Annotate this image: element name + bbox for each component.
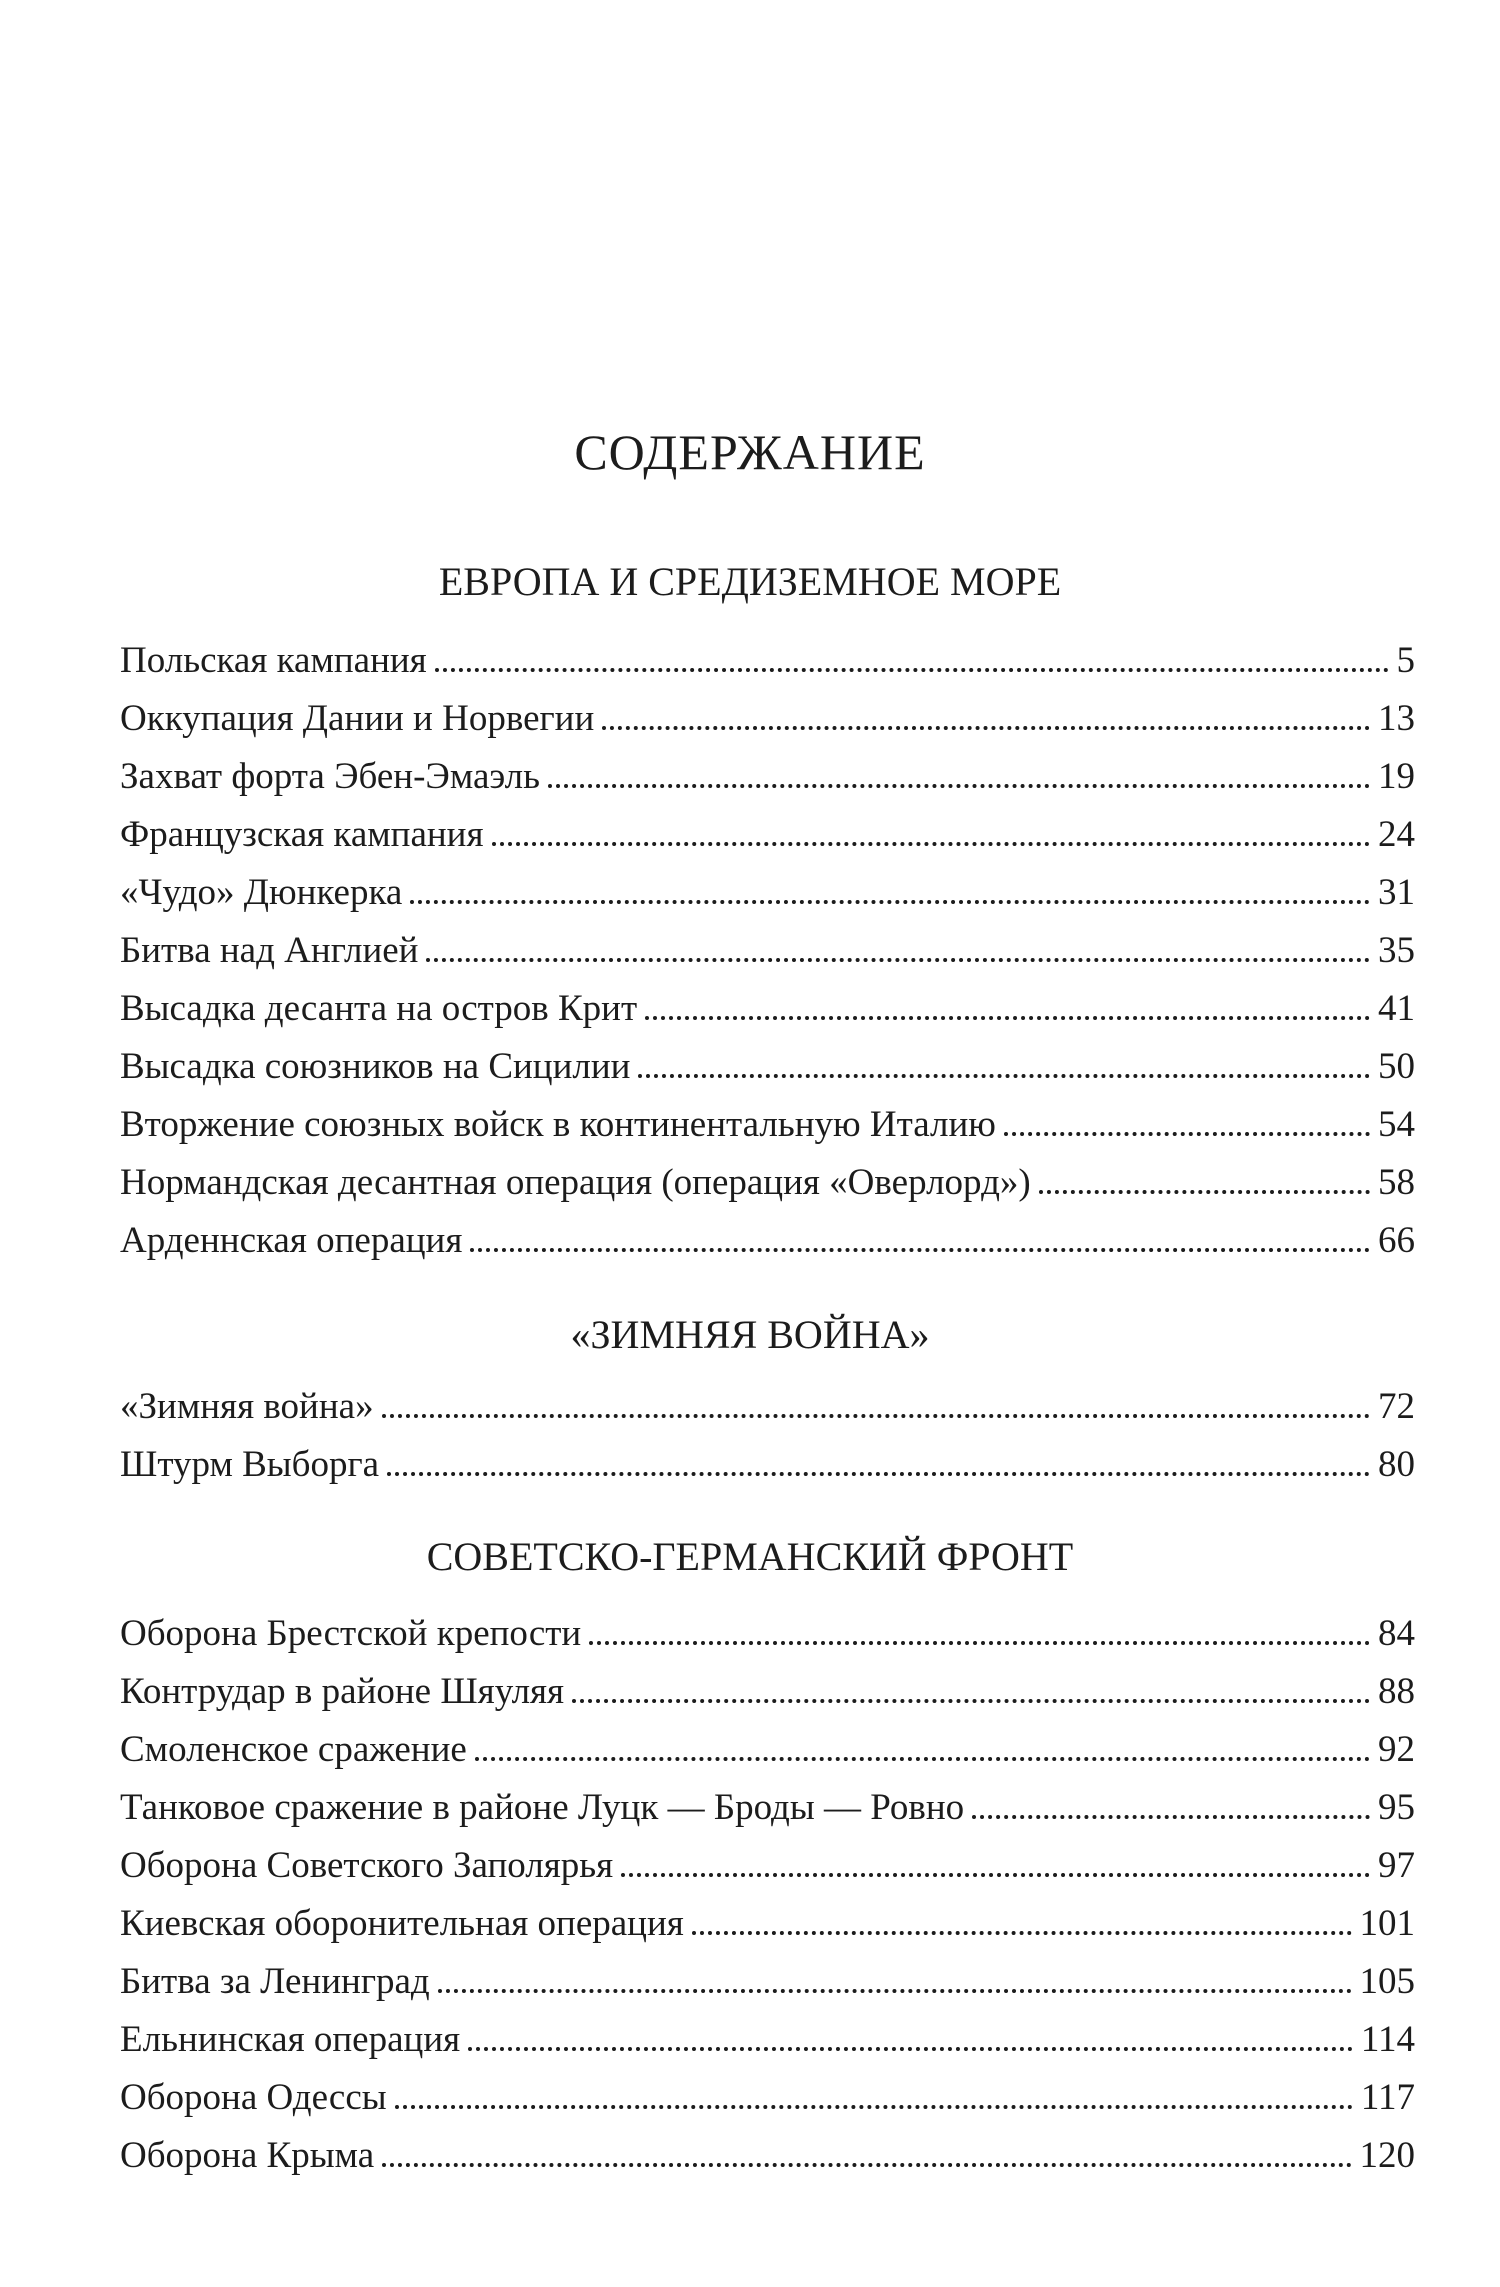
toc-entry-title: Вторжение союзных войск в континентальную Италию [120,1104,996,1145]
dot-leader [645,1016,1370,1020]
toc-entry-page: 19 [1378,756,1415,797]
toc-entry[interactable] [120,2127,1415,2185]
toc-entry-page: 35 [1378,930,1415,971]
toc-entry-title: Битва за Ленинград [120,1961,430,2002]
toc-entry-page: 5 [1396,640,1415,681]
toc-entry-title: Арденнская операция [120,1220,463,1261]
toc-entry[interactable] [120,864,1415,922]
toc-entry-page: 72 [1378,1386,1415,1427]
toc-entry-title: Оккупация Дании и Норвегии [120,698,595,739]
toc-entry[interactable] [120,1154,1415,1212]
toc-entry-title: Битва над Англией [120,930,419,971]
toc-entry[interactable] [120,632,1415,690]
dot-leader [621,1873,1370,1877]
dot-leader [589,1641,1370,1645]
dot-leader [972,1815,1370,1819]
section-heading-eastern-front: СОВЕТСКО-ГЕРМАНСКИЙ ФРОНТ [426,1534,1074,1579]
dot-leader [475,1757,1370,1761]
toc-entry-page: 95 [1378,1787,1415,1828]
dot-leader [435,668,1389,672]
toc-entry-title: Штурм Выборга [120,1444,380,1485]
dot-leader [548,784,1370,788]
toc-entry-page: 24 [1378,814,1415,855]
toc-entry[interactable] [120,2011,1415,2069]
toc-entry[interactable] [120,690,1415,748]
toc-entry-title: Оборона Крыма [120,2135,375,2176]
dot-leader [426,958,1370,962]
toc-entry[interactable] [120,1212,1415,1270]
dot-leader [382,1414,1370,1418]
toc-entry-page: 101 [1359,1903,1415,1944]
toc-entry-page: 50 [1378,1046,1415,1087]
toc-entry-title: Оборона Советского Заполярья [120,1845,614,1886]
toc-entry-page: 41 [1378,988,1415,1029]
toc-entry[interactable] [120,1953,1415,2011]
dot-leader [387,1472,1370,1476]
page-title: СОДЕРЖАНИЕ [574,424,926,480]
toc-entry-title: Киевская оборонительная операция [120,1903,684,1944]
toc-entry[interactable] [120,1436,1415,1494]
toc-entry-title: Контрудар в районе Шяуляя [120,1671,565,1712]
toc-entry[interactable] [120,922,1415,980]
dot-leader [492,842,1371,846]
dot-leader [692,1931,1352,1935]
dot-leader [638,1074,1370,1078]
toc-list-eastern-front [120,1605,1415,2185]
toc-entry[interactable] [120,1378,1415,1436]
toc-entry[interactable] [120,1721,1415,1779]
toc-entry-title: Французская кампания [120,814,484,855]
toc-entry-title: «Зимняя война» [120,1386,374,1427]
toc-entry-page: 54 [1378,1104,1415,1145]
toc-entry-page: 92 [1378,1729,1415,1770]
toc-entry-page: 120 [1359,2135,1415,2176]
toc-entry-page: 84 [1378,1613,1415,1654]
toc-entry-title: «Чудо» Дюнкерка [120,872,403,913]
toc-entry-page: 13 [1378,698,1415,739]
toc-entry[interactable] [120,1605,1415,1663]
dot-leader [602,726,1370,730]
toc-entry-page: 97 [1378,1845,1415,1886]
toc-entry-title: Высадка десанта на остров Крит [120,988,638,1029]
dot-leader [468,2047,1353,2051]
section-heading-winter-war: «ЗИМНЯЯ ВОЙНА» [570,1312,930,1357]
toc-entry[interactable] [120,980,1415,1038]
dot-leader [572,1699,1370,1703]
toc-entry-page: 58 [1378,1162,1415,1203]
toc-entry[interactable] [120,1038,1415,1096]
toc-entry-title: Нормандская десантная операция (операция «Оверлорд») [120,1162,1031,1203]
toc-entry[interactable] [120,806,1415,864]
dot-leader [395,2105,1353,2109]
dot-leader [470,1248,1370,1252]
dot-leader [382,2163,1351,2167]
toc-entry-title: Высадка союзников на Сицилии [120,1046,631,1087]
section-heading-europe: ЕВРОПА И СРЕДИЗЕМНОЕ МОРЕ [438,559,1062,604]
dot-leader [1039,1190,1370,1194]
toc-entry[interactable] [120,748,1415,806]
toc-entry[interactable] [120,2069,1415,2127]
toc-entry-title: Ельнинская операция [120,2019,461,2060]
dot-leader [438,1989,1352,1993]
toc-list-europe [120,632,1415,1270]
dot-leader [1004,1132,1370,1136]
toc-entry-title: Польская кампания [120,640,427,681]
toc-list-winter-war [120,1378,1415,1494]
toc-entry-page: 80 [1378,1444,1415,1485]
toc-entry[interactable] [120,1663,1415,1721]
toc-entry[interactable] [120,1096,1415,1154]
toc-entry[interactable] [120,1895,1415,1953]
toc-entry-page: 31 [1378,872,1415,913]
dot-leader [410,900,1370,904]
toc-entry[interactable] [120,1837,1415,1895]
toc-entry-page: 105 [1359,1961,1415,2002]
toc-entry-title: Захват форта Эбен-Эмаэль [120,756,540,797]
toc-entry-title: Оборона Брестской крепости [120,1613,582,1654]
toc-entry-page: 117 [1360,2077,1415,2118]
toc-entry-page: 66 [1378,1220,1415,1261]
toc-entry[interactable] [120,1779,1415,1837]
toc-entry-title: Танковое сражение в районе Луцк — Броды — Ровно [120,1787,965,1828]
toc-entry-page: 88 [1378,1671,1415,1712]
toc-entry-page: 114 [1360,2019,1415,2060]
toc-entry-title: Смоленское сражение [120,1729,467,1770]
toc-entry-title: Оборона Одессы [120,2077,387,2118]
